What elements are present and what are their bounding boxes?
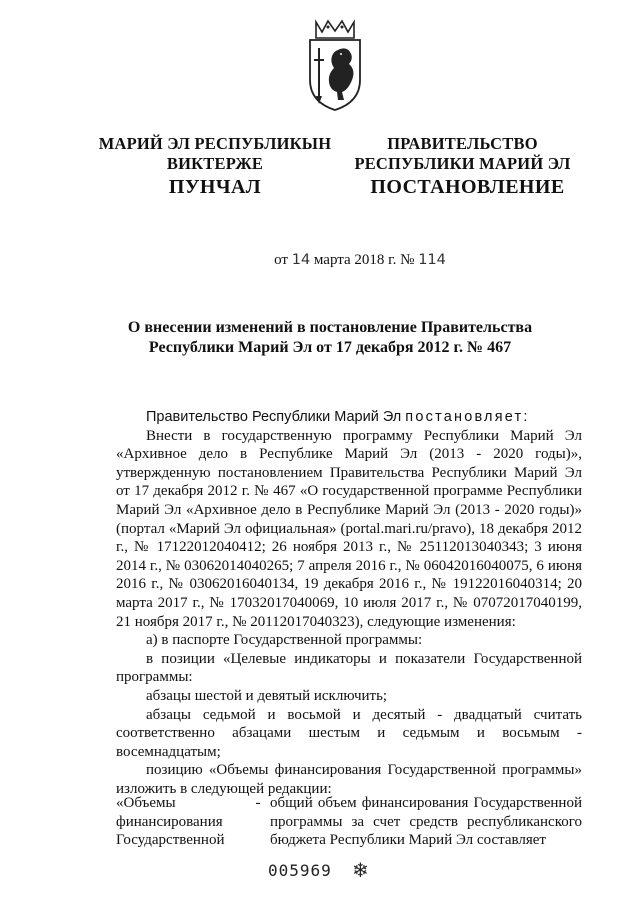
title-line2: Республики Марий Эл от 17 декабря 2012 г. № 467 (148, 339, 512, 356)
date-month-year: марта 2018 г. № (313, 252, 415, 268)
paragraph-indicators: в позиции «Целевые индикаторы и показатели Государственной программы: (116, 650, 582, 686)
paragraph-amend: Внести в государственную программу Республики Марий Эл «Архивное дело в Республике Марий Эл (2013 - 2020 годы)», утвержденную постановлением Правительства Республики Марий Эл от 17 декабря 2012 г. № 467 «О государственной программе Республики Марий Эл «Архивное дело в Республике Марий Эл (2013 - 2020 годы)» (портал «Марий Эл официальная» (portal.mari.ru/pravo), 18 декабря 2012 г., № 17122012040412; 26 ноября 2013 г., № 25112013040343; 3 июня 2014 г., № 03062014040265; 7 апреля 2016 г., № 06042016040075, 6 июня 2016 г., № 03062016040134, 19 декабря 2016 г., № 19122016040314; 20 марта 2017 г., № 17032017040069, 10 июля 2017 г., № 07072017040199, 21 ноября 2017 г., № 20112017040323), следующие изменения: (116, 427, 582, 630)
decree-number: 114 (418, 252, 446, 268)
header-right-line2: РЕСПУБЛИКИ МАРИЙ ЭЛ (354, 154, 571, 173)
doc-type-mari: ПУНЧАЛ (168, 176, 262, 198)
header-left (95, 134, 335, 174)
snowflake-icon: ❄ (352, 858, 369, 882)
resolves-verb: постановляет: (405, 409, 530, 425)
header-right-line1: ПРАВИТЕЛЬСТВО (387, 134, 538, 153)
date-day: 14 (291, 252, 311, 268)
paragraph-funding: позицию «Объемы финансирования Государственной программы» изложить в следующей редакции: (116, 762, 582, 797)
doc-type-russian: ПОСТАНОВЛЕНИЕ (370, 176, 565, 198)
paragraph-resolves (116, 408, 582, 427)
funding-table-text: общий объем финансирования Государственной программы за счет средств республиканского бюджета Республики Марий Эл составляет (270, 795, 582, 849)
document-body (116, 408, 582, 798)
serial-number: 005969 (268, 861, 332, 880)
title-line1: О внесении изменений в постановление Правительства (127, 319, 533, 336)
resolves-subject: Правительство Республики Марий Эл (146, 409, 402, 425)
funding-table-label: «Объемы финансирования Государственной (116, 795, 225, 849)
decree-date-line (0, 252, 640, 269)
funding-table (116, 794, 582, 850)
header-right (350, 134, 575, 174)
header-left-line1: МАРИЙ ЭЛ РЕСПУБЛИКЫН (98, 134, 332, 153)
funding-table-dash: - (255, 795, 261, 811)
coat-of-arms-icon (302, 18, 368, 114)
paragraph-exclude: абзацы шестой и девятый исключить; (146, 687, 388, 704)
paragraph-renumber: абзацы седьмой и восьмой и десятый - двадцатый считать соответственно абзацами шестым и седьмым и восьмым - восемнадцатым; (116, 706, 582, 760)
document-title (90, 318, 570, 358)
date-prefix: от (274, 252, 288, 268)
paragraph-passport: а) в паспорте Государственной программы: (146, 632, 423, 649)
header-left-line2: ВИКТЕРЖЕ (166, 154, 264, 173)
